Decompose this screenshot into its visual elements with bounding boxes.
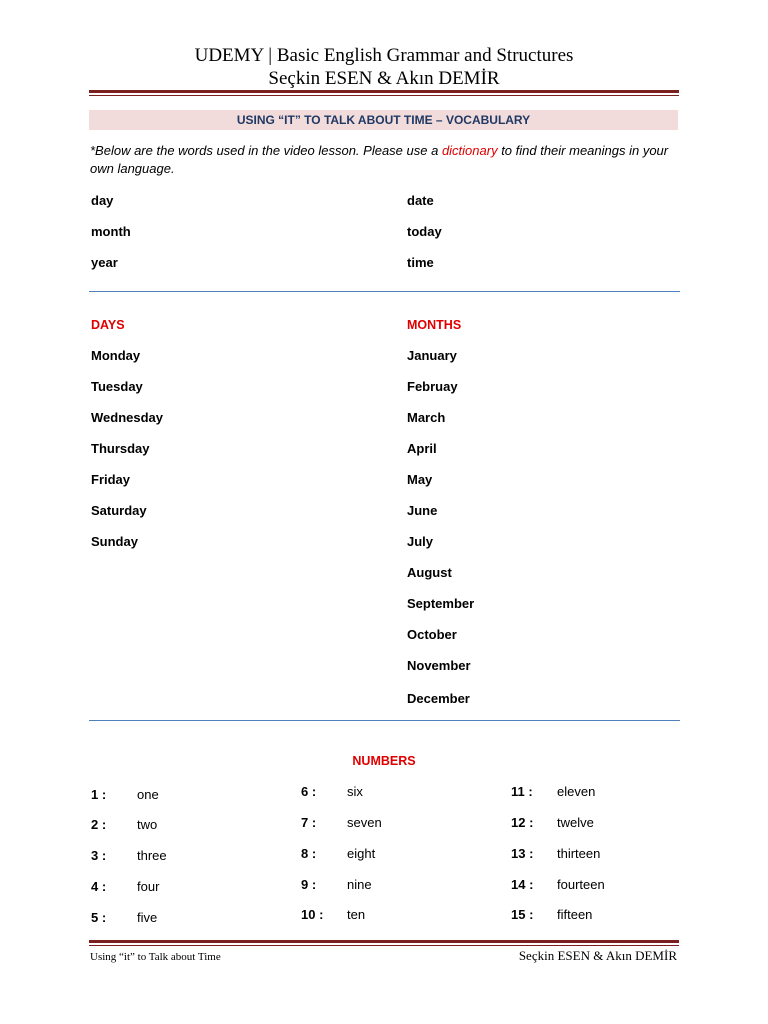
number-key: 15 : [511,907,534,922]
number-key: 14 : [511,877,534,892]
intro-text [90,142,680,178]
vocab-word: time [407,255,434,270]
month-item: August [407,565,452,580]
footer-rule-thick [89,940,679,943]
numbers-heading: NUMBERS [352,754,416,768]
number-word: four [137,879,160,894]
intro-text-after: to find their meanings in your own language. [90,143,669,176]
intro-text-before: *Below are the words used in the video lesson. Please use a [90,143,442,158]
vocab-word: today [407,224,442,239]
number-key: 1 : [91,787,107,802]
number-key: 6 : [301,784,317,799]
vocab-word: date [407,193,434,208]
number-word: three [137,848,167,863]
number-word: nine [347,877,372,892]
vocab-word: day [91,193,114,208]
months-heading: MONTHS [407,318,462,332]
month-item: September [407,596,475,611]
day-item: Sunday [91,534,138,549]
day-item: Wednesday [91,410,164,425]
number-word: six [347,784,363,799]
number-word: eleven [557,784,596,799]
days-heading: DAYS [91,318,125,332]
month-item: Februay [407,379,458,394]
number-word: thirteen [557,846,601,861]
month-item: April [407,441,437,456]
number-key: 7 : [301,815,317,830]
day-item: Saturday [91,503,147,518]
day-item: Tuesday [91,379,143,394]
number-key: 9 : [301,877,317,892]
number-word: fifteen [557,907,593,922]
vocab-word: month [91,224,131,239]
header-authors: Seçkin ESEN & Akın DEMİR [268,68,500,89]
month-item: October [407,627,457,642]
number-key: 3 : [91,848,107,863]
number-word: seven [347,815,382,830]
day-item: Thursday [91,441,150,456]
vocab-word: year [91,255,118,270]
number-key: 8 : [301,846,317,861]
number-word: twelve [557,815,594,830]
month-item: May [407,472,433,487]
month-item: December [407,691,470,706]
month-item: March [407,410,446,425]
number-key: 2 : [91,817,107,832]
number-word: fourteen [557,877,605,892]
header-title: UDEMY | Basic English Grammar and Structures [194,45,574,66]
number-key: 4 : [91,879,107,894]
number-key: 5 : [91,910,107,925]
number-word: eight [347,846,376,861]
divider [89,291,680,292]
day-item: Monday [91,348,141,363]
day-item: Friday [91,472,131,487]
header-rule-thin [89,95,679,96]
month-item: June [407,503,438,518]
section-banner: USING “IT” TO TALK ABOUT TIME – VOCABULARY [89,110,678,130]
number-word: ten [347,907,366,922]
number-word: two [137,817,158,832]
footer-title: Using “it” to Talk about Time [90,951,221,963]
number-key: 12 : [511,815,534,830]
footer-rule-thin [89,945,679,946]
dictionary-highlight: dictionary [441,143,498,158]
month-item: January [407,348,457,363]
month-item: July [407,534,434,549]
number-word: one [137,787,159,802]
header-rule-thick [89,90,679,93]
number-key: 13 : [511,846,534,861]
number-key: 10 : [301,907,324,922]
footer-authors: Seçkin ESEN & Akın DEMİR [518,948,677,963]
divider [89,720,680,721]
month-item: November [407,658,471,673]
number-word: five [137,910,158,925]
number-key: 11 : [511,784,533,799]
